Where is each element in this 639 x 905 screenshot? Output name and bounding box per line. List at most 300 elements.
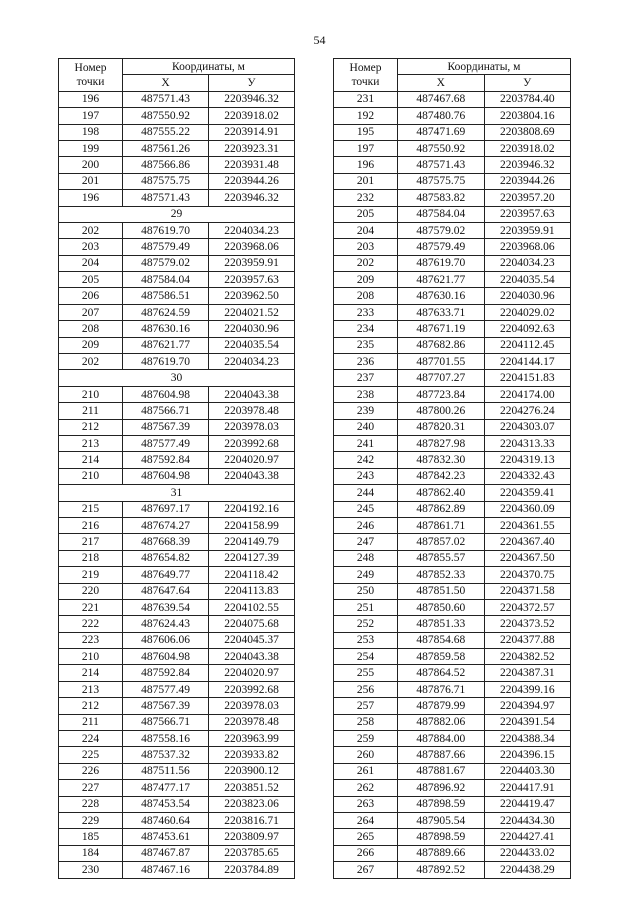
point-number-cell: 204 <box>334 222 398 238</box>
y-coordinate-cell: 2204377.88 <box>484 632 571 648</box>
y-coordinate-cell: 2204020.97 <box>209 665 295 681</box>
table-row <box>59 796 295 812</box>
y-coordinate-cell: 2203785.65 <box>209 845 295 861</box>
y-coordinate-cell: 2204043.38 <box>209 649 295 665</box>
table-row <box>59 616 295 632</box>
table-row <box>59 845 295 861</box>
section-number: 31 <box>59 485 295 501</box>
table-row <box>59 747 295 763</box>
coordinates-table-left <box>58 58 295 879</box>
y-coordinate-cell: 2204035.54 <box>209 337 295 353</box>
x-coordinate-cell: 487467.16 <box>123 862 209 878</box>
y-coordinate-cell: 2204043.38 <box>209 468 295 484</box>
table-row <box>59 583 295 599</box>
y-coordinate-cell: 2204112.45 <box>484 337 571 353</box>
x-coordinate-cell: 487654.82 <box>123 550 209 566</box>
x-coordinate-cell: 487851.33 <box>398 616 485 632</box>
y-coordinate-cell: 2204417.91 <box>484 780 571 796</box>
table-row <box>59 419 295 435</box>
x-coordinate-cell: 487586.51 <box>123 288 209 304</box>
y-coordinate-cell: 2204149.79 <box>209 534 295 550</box>
table-row <box>334 370 571 386</box>
table-row <box>334 239 571 255</box>
x-coordinate-cell: 487889.66 <box>398 845 485 861</box>
y-coordinate-cell: 2204394.97 <box>484 698 571 714</box>
point-number-cell: 225 <box>59 747 123 763</box>
y-coordinate-cell: 2204387.31 <box>484 665 571 681</box>
x-coordinate-cell: 487896.92 <box>398 780 485 796</box>
point-number-cell: 237 <box>334 370 398 386</box>
y-coordinate-cell: 2203968.06 <box>209 239 295 255</box>
point-number-cell: 241 <box>334 435 398 451</box>
table-row <box>334 550 571 566</box>
y-coordinate-cell: 2203804.16 <box>484 108 571 124</box>
point-number-cell: 221 <box>59 599 123 615</box>
point-number-cell: 230 <box>59 862 123 878</box>
point-number-cell: 218 <box>59 550 123 566</box>
point-number-cell: 235 <box>334 337 398 353</box>
point-number-cell: 260 <box>334 747 398 763</box>
x-coordinate-cell: 487647.64 <box>123 583 209 599</box>
table-row <box>59 91 295 107</box>
x-coordinate-cell: 487583.82 <box>398 190 485 206</box>
y-coordinate-cell: 2204127.39 <box>209 550 295 566</box>
point-number-cell: 219 <box>59 567 123 583</box>
x-coordinate-cell: 487862.89 <box>398 501 485 517</box>
section-row <box>59 370 295 386</box>
table-row <box>334 681 571 697</box>
table-row <box>59 190 295 206</box>
x-coordinate-cell: 487571.43 <box>123 91 209 107</box>
y-coordinate-cell: 2204371.58 <box>484 583 571 599</box>
point-number-cell: 197 <box>59 108 123 124</box>
table-row <box>334 157 571 173</box>
point-number-cell: 250 <box>334 583 398 599</box>
x-coordinate-cell: 487621.77 <box>123 337 209 353</box>
y-coordinate-cell: 2204359.41 <box>484 485 571 501</box>
y-coordinate-cell: 2204118.42 <box>209 567 295 583</box>
table-row <box>59 272 295 288</box>
point-number-cell: 252 <box>334 616 398 632</box>
y-coordinate-cell: 2204276.24 <box>484 403 571 419</box>
x-coordinate-cell: 487558.16 <box>123 731 209 747</box>
point-number-cell: 224 <box>59 731 123 747</box>
y-coordinate-cell: 2203944.26 <box>484 173 571 189</box>
point-number-cell: 198 <box>59 124 123 140</box>
x-coordinate-cell: 487884.00 <box>398 731 485 747</box>
x-coordinate-cell: 487882.06 <box>398 714 485 730</box>
y-coordinate-cell: 2204158.99 <box>209 517 295 533</box>
point-number-cell: 197 <box>334 140 398 156</box>
table-row <box>334 780 571 796</box>
point-number-cell: 212 <box>59 698 123 714</box>
y-coordinate-cell: 2204373.52 <box>484 616 571 632</box>
table-row <box>334 222 571 238</box>
coordinates-header: Координаты, м <box>123 59 295 75</box>
y-coordinate-cell: 2204075.68 <box>209 616 295 632</box>
point-number-cell: 266 <box>334 845 398 861</box>
table-row <box>334 272 571 288</box>
table-row <box>59 632 295 648</box>
table-row <box>334 862 571 878</box>
x-coordinate-cell: 487621.77 <box>398 272 485 288</box>
x-coordinate-cell: 487862.40 <box>398 485 485 501</box>
point-number-cell: 203 <box>59 239 123 255</box>
x-coordinate-cell: 487571.43 <box>123 190 209 206</box>
x-coordinate-cell: 487577.49 <box>123 435 209 451</box>
y-coordinate-cell: 2203784.40 <box>484 91 571 107</box>
y-coordinate-cell: 2203978.48 <box>209 714 295 730</box>
section-row <box>59 206 295 222</box>
y-coordinate-cell: 2204367.50 <box>484 550 571 566</box>
y-coordinate-cell: 2203968.06 <box>484 239 571 255</box>
table-row <box>59 239 295 255</box>
table-row <box>334 583 571 599</box>
table-row <box>334 616 571 632</box>
point-number-cell: 210 <box>59 649 123 665</box>
table-row <box>59 288 295 304</box>
y-coordinate-cell: 2203944.26 <box>209 173 295 189</box>
table-row <box>59 124 295 140</box>
x-coordinate-cell: 487555.22 <box>123 124 209 140</box>
point-number-cell: 214 <box>59 665 123 681</box>
y-column-header: У <box>209 75 295 91</box>
x-coordinate-cell: 487887.66 <box>398 747 485 763</box>
table-row <box>59 862 295 878</box>
point-number-cell: 206 <box>59 288 123 304</box>
y-coordinate-cell: 2204045.37 <box>209 632 295 648</box>
table-row <box>334 190 571 206</box>
y-coordinate-cell: 2203918.02 <box>209 108 295 124</box>
point-number-cell: 216 <box>59 517 123 533</box>
x-coordinate-cell: 487579.02 <box>398 222 485 238</box>
x-coordinate-cell: 487671.19 <box>398 321 485 337</box>
x-coordinate-cell: 487682.86 <box>398 337 485 353</box>
x-coordinate-cell: 487668.39 <box>123 534 209 550</box>
table-row <box>334 812 571 828</box>
point-number-cell: 243 <box>334 468 398 484</box>
point-number-cell: 244 <box>334 485 398 501</box>
x-coordinate-cell: 487453.61 <box>123 829 209 845</box>
point-number-cell: 263 <box>334 796 398 812</box>
y-coordinate-cell: 2203978.48 <box>209 403 295 419</box>
point-number-cell: 196 <box>334 157 398 173</box>
point-number-cell: 267 <box>334 862 398 878</box>
table-row <box>334 649 571 665</box>
point-number-cell: 200 <box>59 157 123 173</box>
x-coordinate-cell: 487855.57 <box>398 550 485 566</box>
point-number-cell: 258 <box>334 714 398 730</box>
x-coordinate-cell: 487898.59 <box>398 796 485 812</box>
table-row <box>59 108 295 124</box>
x-column-header: X <box>123 75 209 91</box>
x-coordinate-cell: 487723.84 <box>398 386 485 402</box>
point-number-cell: 195 <box>334 124 398 140</box>
x-coordinate-cell: 487639.54 <box>123 599 209 615</box>
x-coordinate-cell: 487852.33 <box>398 567 485 583</box>
y-coordinate-cell: 2203946.32 <box>484 157 571 173</box>
table-row <box>334 140 571 156</box>
y-coordinate-cell: 2204035.54 <box>484 272 571 288</box>
section-number: 30 <box>59 370 295 386</box>
table-row <box>334 731 571 747</box>
table-row <box>334 485 571 501</box>
x-coordinate-cell: 487604.98 <box>123 468 209 484</box>
x-coordinate-cell: 487624.59 <box>123 304 209 320</box>
x-column-header: X <box>398 75 485 91</box>
table-row <box>59 157 295 173</box>
table-row <box>334 829 571 845</box>
y-coordinate-cell: 2204174.00 <box>484 386 571 402</box>
x-coordinate-cell: 487480.76 <box>398 108 485 124</box>
x-coordinate-cell: 487876.71 <box>398 681 485 697</box>
y-coordinate-cell: 2204319.13 <box>484 452 571 468</box>
y-coordinate-cell: 2203823.06 <box>209 796 295 812</box>
x-coordinate-cell: 487579.49 <box>398 239 485 255</box>
x-coordinate-cell: 487577.49 <box>123 681 209 697</box>
point-number-cell: 234 <box>334 321 398 337</box>
table-row <box>59 698 295 714</box>
y-coordinate-cell: 2204370.75 <box>484 567 571 583</box>
x-coordinate-cell: 487471.69 <box>398 124 485 140</box>
x-coordinate-cell: 487604.98 <box>123 386 209 402</box>
point-number-cell: 256 <box>334 681 398 697</box>
table-row <box>59 550 295 566</box>
table-row <box>59 665 295 681</box>
table-row <box>59 140 295 156</box>
table-row <box>59 452 295 468</box>
x-coordinate-cell: 487827.98 <box>398 435 485 451</box>
y-column-header: У <box>484 75 571 91</box>
point-number-cell: 199 <box>59 140 123 156</box>
y-coordinate-cell: 2204396.15 <box>484 747 571 763</box>
table-row <box>334 91 571 107</box>
x-coordinate-cell: 487579.49 <box>123 239 209 255</box>
y-coordinate-cell: 2204102.55 <box>209 599 295 615</box>
x-coordinate-cell: 487861.71 <box>398 517 485 533</box>
x-coordinate-cell: 487575.75 <box>123 173 209 189</box>
point-number-cell: 184 <box>59 845 123 861</box>
point-number-cell: 215 <box>59 501 123 517</box>
x-coordinate-cell: 487701.55 <box>398 354 485 370</box>
y-coordinate-cell: 2204034.23 <box>484 255 571 271</box>
table-row <box>59 567 295 583</box>
x-coordinate-cell: 487854.68 <box>398 632 485 648</box>
y-coordinate-cell: 2203992.68 <box>209 681 295 697</box>
y-coordinate-cell: 2204313.33 <box>484 435 571 451</box>
point-number-cell: 220 <box>59 583 123 599</box>
table-row <box>59 255 295 271</box>
point-number-cell: 192 <box>334 108 398 124</box>
point-number-cell: 201 <box>59 173 123 189</box>
y-coordinate-cell: 2204043.38 <box>209 386 295 402</box>
y-coordinate-cell: 2203959.91 <box>484 222 571 238</box>
table-row <box>334 567 571 583</box>
x-coordinate-cell: 487606.06 <box>123 632 209 648</box>
y-coordinate-cell: 2204361.55 <box>484 517 571 533</box>
y-coordinate-cell: 2203959.91 <box>209 255 295 271</box>
point-number-cell: 233 <box>334 304 398 320</box>
point-number-cell: 217 <box>59 534 123 550</box>
table-row <box>334 173 571 189</box>
y-coordinate-cell: 2204030.96 <box>209 321 295 337</box>
x-coordinate-cell: 487892.52 <box>398 862 485 878</box>
x-coordinate-cell: 487881.67 <box>398 763 485 779</box>
point-number-cell: 240 <box>334 419 398 435</box>
table-row <box>334 501 571 517</box>
table-row <box>59 731 295 747</box>
point-header-line1: Номер <box>349 61 382 74</box>
x-coordinate-cell: 487905.54 <box>398 812 485 828</box>
point-number-cell: 185 <box>59 829 123 845</box>
point-number-cell: 253 <box>334 632 398 648</box>
point-number-cell: 249 <box>334 567 398 583</box>
table-row <box>59 681 295 697</box>
point-number-header <box>59 59 123 92</box>
y-coordinate-cell: 2203957.63 <box>484 206 571 222</box>
x-coordinate-cell: 487467.68 <box>398 91 485 107</box>
section-number: 29 <box>59 206 295 222</box>
point-number-cell: 196 <box>59 91 123 107</box>
x-coordinate-cell: 487477.17 <box>123 780 209 796</box>
point-number-cell: 211 <box>59 714 123 730</box>
point-header-line2: точки <box>76 75 105 88</box>
x-coordinate-cell: 487697.17 <box>123 501 209 517</box>
table-row <box>334 386 571 402</box>
point-number-cell: 239 <box>334 403 398 419</box>
x-coordinate-cell: 487619.70 <box>123 354 209 370</box>
point-number-cell: 205 <box>334 206 398 222</box>
y-coordinate-cell: 2203816.71 <box>209 812 295 828</box>
x-coordinate-cell: 487630.16 <box>123 321 209 337</box>
x-coordinate-cell: 487579.02 <box>123 255 209 271</box>
y-coordinate-cell: 2203923.31 <box>209 140 295 156</box>
page-number: 54 <box>313 33 326 47</box>
y-coordinate-cell: 2203946.32 <box>209 190 295 206</box>
table-row <box>59 354 295 370</box>
table-row <box>334 665 571 681</box>
x-coordinate-cell: 487624.43 <box>123 616 209 632</box>
x-coordinate-cell: 487566.71 <box>123 403 209 419</box>
point-number-cell: 242 <box>334 452 398 468</box>
y-coordinate-cell: 2204427.41 <box>484 829 571 845</box>
point-number-header <box>334 59 398 92</box>
x-coordinate-cell: 487567.39 <box>123 419 209 435</box>
point-number-cell: 247 <box>334 534 398 550</box>
left-table-body <box>59 91 295 878</box>
table-row <box>59 386 295 402</box>
table-row <box>334 747 571 763</box>
x-coordinate-cell: 487566.86 <box>123 157 209 173</box>
y-coordinate-cell: 2203918.02 <box>484 140 571 156</box>
x-coordinate-cell: 487567.39 <box>123 698 209 714</box>
point-number-cell: 204 <box>59 255 123 271</box>
point-number-cell: 264 <box>334 812 398 828</box>
right-table-body <box>334 91 571 878</box>
table-row <box>334 714 571 730</box>
table-row <box>334 288 571 304</box>
y-coordinate-cell: 2204034.23 <box>209 354 295 370</box>
point-number-cell: 207 <box>59 304 123 320</box>
point-number-cell: 251 <box>334 599 398 615</box>
point-header-line1: Номер <box>74 61 107 74</box>
x-coordinate-cell: 487707.27 <box>398 370 485 386</box>
point-number-cell: 226 <box>59 763 123 779</box>
x-coordinate-cell: 487584.04 <box>398 206 485 222</box>
y-coordinate-cell: 2204382.52 <box>484 649 571 665</box>
section-row <box>59 485 295 501</box>
point-number-cell: 257 <box>334 698 398 714</box>
table-row <box>334 304 571 320</box>
y-coordinate-cell: 2204021.52 <box>209 304 295 320</box>
y-coordinate-cell: 2203808.69 <box>484 124 571 140</box>
point-number-cell: 210 <box>59 468 123 484</box>
y-coordinate-cell: 2204403.30 <box>484 763 571 779</box>
x-coordinate-cell: 487592.84 <box>123 452 209 468</box>
y-coordinate-cell: 2203784.89 <box>209 862 295 878</box>
point-number-cell: 196 <box>59 190 123 206</box>
y-coordinate-cell: 2204434.30 <box>484 812 571 828</box>
table-row <box>334 108 571 124</box>
y-coordinate-cell: 2203809.97 <box>209 829 295 845</box>
x-coordinate-cell: 487864.52 <box>398 665 485 681</box>
table-row <box>59 468 295 484</box>
x-coordinate-cell: 487537.32 <box>123 747 209 763</box>
table-row <box>59 501 295 517</box>
x-coordinate-cell: 487550.92 <box>123 108 209 124</box>
y-coordinate-cell: 2204303.07 <box>484 419 571 435</box>
y-coordinate-cell: 2204367.40 <box>484 534 571 550</box>
y-coordinate-cell: 2203978.03 <box>209 698 295 714</box>
point-number-cell: 236 <box>334 354 398 370</box>
table-row <box>334 255 571 271</box>
y-coordinate-cell: 2203963.99 <box>209 731 295 747</box>
y-coordinate-cell: 2204144.17 <box>484 354 571 370</box>
table-row <box>59 337 295 353</box>
y-coordinate-cell: 2203957.63 <box>209 272 295 288</box>
point-number-cell: 202 <box>334 255 398 271</box>
y-coordinate-cell: 2204113.83 <box>209 583 295 599</box>
table-row <box>334 845 571 861</box>
y-coordinate-cell: 2204438.29 <box>484 862 571 878</box>
y-coordinate-cell: 2203900.12 <box>209 763 295 779</box>
point-number-cell: 232 <box>334 190 398 206</box>
x-coordinate-cell: 487453.54 <box>123 796 209 812</box>
table-row <box>59 403 295 419</box>
y-coordinate-cell: 2203933.82 <box>209 747 295 763</box>
y-coordinate-cell: 2204360.09 <box>484 501 571 517</box>
x-coordinate-cell: 487842.23 <box>398 468 485 484</box>
x-coordinate-cell: 487460.64 <box>123 812 209 828</box>
x-coordinate-cell: 487857.02 <box>398 534 485 550</box>
x-coordinate-cell: 487575.75 <box>398 173 485 189</box>
point-number-cell: 259 <box>334 731 398 747</box>
point-number-cell: 246 <box>334 517 398 533</box>
x-coordinate-cell: 487649.77 <box>123 567 209 583</box>
point-number-cell: 205 <box>59 272 123 288</box>
point-number-cell: 202 <box>59 354 123 370</box>
table-row <box>59 173 295 189</box>
x-coordinate-cell: 487850.60 <box>398 599 485 615</box>
y-coordinate-cell: 2204332.43 <box>484 468 571 484</box>
table-row <box>334 206 571 222</box>
table-row <box>59 763 295 779</box>
point-number-cell: 262 <box>334 780 398 796</box>
table-row <box>334 468 571 484</box>
table-row <box>59 517 295 533</box>
y-coordinate-cell: 2203957.20 <box>484 190 571 206</box>
y-coordinate-cell: 2204030.96 <box>484 288 571 304</box>
